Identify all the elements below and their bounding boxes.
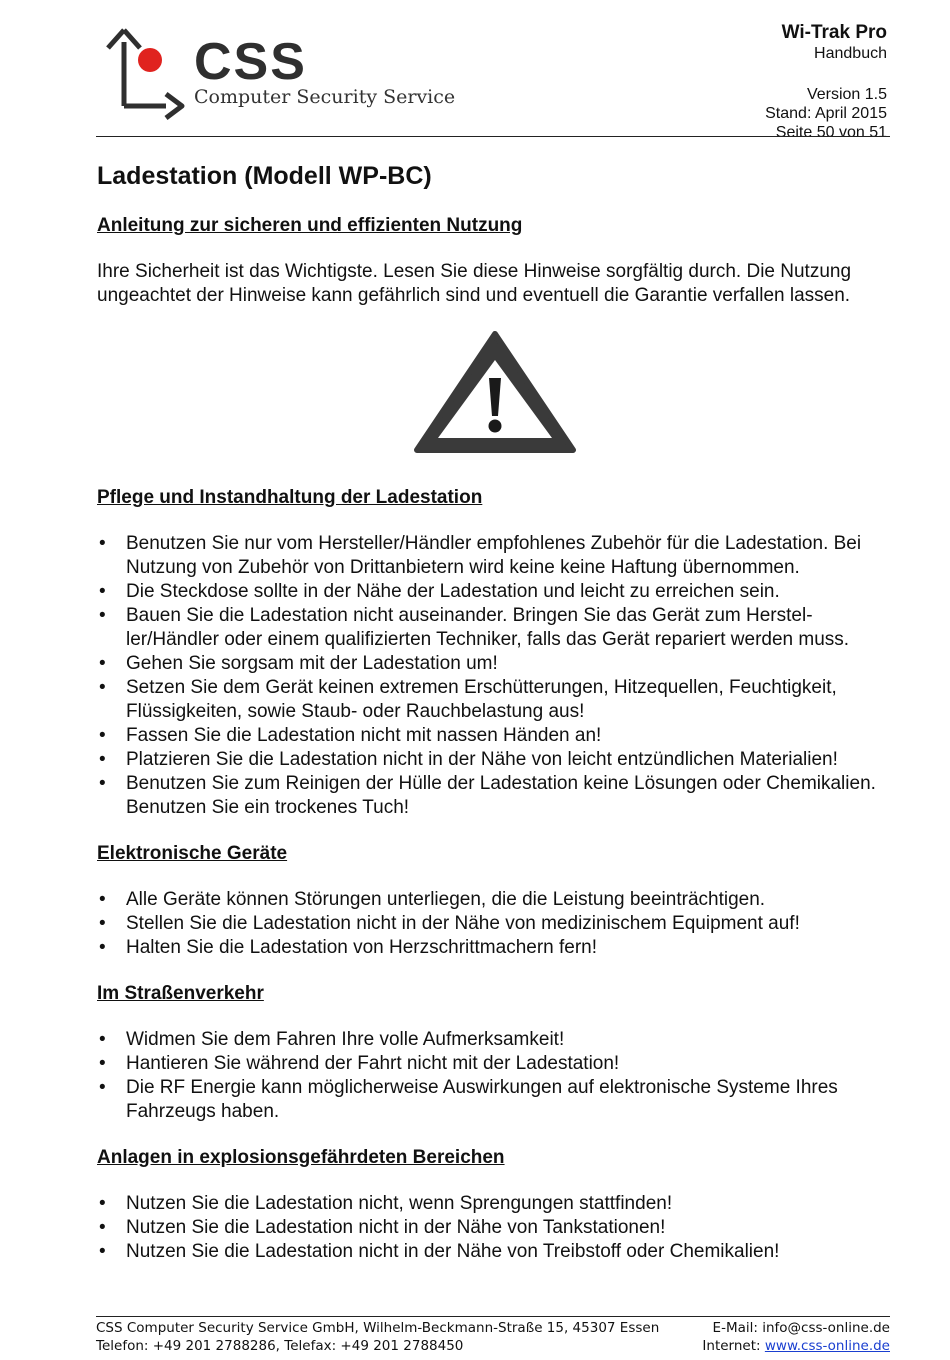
company-logo (96, 26, 456, 122)
header-divider (96, 136, 890, 137)
list-item: • Die Steckdose sollte in der Nähe der Ladestation und leicht zu erreichen sein. (97, 580, 892, 604)
list-item: • Hantieren Sie während der Fahrt nicht mit der Ladestation! (97, 1052, 892, 1076)
product-name: Wi-Trak Pro (781, 22, 887, 43)
list-item: • Widmen Sie dem Fahren Ihre volle Aufmerksamkeit! (97, 1028, 892, 1052)
list-item: • Bauen Sie die Ladestation nicht auseinander. Bringen Sie das Gerät zum Hersteller/Händler oder einem qualifizierten Techniker, falls das Gerät repariert werden muss. (97, 604, 892, 652)
list-item: • Benutzen Sie nur vom Hersteller/Händler empfohlenes Zubehör für die Ladestation. Bei Nutzung von Zubehör von Drittanbietern wird keine keine Haftung übernommen. (97, 532, 892, 580)
document-info (765, 22, 887, 142)
warning-triangle-icon (411, 328, 579, 456)
footer-company-address: CSS Computer Security Service GmbH, Wilhelm-Beckmann-Straße 15, 45307 Essen (96, 1320, 660, 1336)
list-item: • Nutzen Sie die Ladestation nicht, wenn Sprengungen stattfinden! (97, 1192, 892, 1216)
footer-internet (702, 1337, 890, 1355)
page-content (97, 160, 892, 1264)
list-item: • Halten Sie die Ladestation von Herzschrittmachern fern! (97, 936, 892, 960)
list-item: • Die RF Energie kann möglicherweise Auswirkungen auf elektronische Systeme Ihres Fahrzeugs haben. (97, 1076, 892, 1124)
bullet-list-elektronik (97, 888, 892, 960)
section-heading-strassenverkehr: Im Straßenverkehr (97, 983, 264, 1004)
footer-phone: Telefon: +49 201 2788286, Telefax: +49 201 2788450 (96, 1338, 464, 1354)
document-date: Stand: April 2015 (765, 105, 887, 122)
list-item: • Nutzen Sie die Ladestation nicht in der Nähe von Tankstationen! (97, 1216, 892, 1240)
list-item: • Gehen Sie sorgsam mit der Ladestation um! (97, 652, 892, 676)
list-item: • Alle Geräte können Störungen unterliegen, die die Leistung beeinträchtigen. (97, 888, 892, 912)
document-version: Version 1.5 (806, 86, 887, 103)
intro-text: Ihre Sicherheit ist das Wichtigste. Lesen Sie diese Hinweise sorgfältig durch. Die Nutzung ungeachtet der Hinweise kann gefährlich sind und eventuell die Garantie verfallen lassen. (97, 261, 852, 306)
bullet-list-pflege (97, 532, 892, 820)
footer-email: E-Mail: info@css-online.de (712, 1320, 890, 1336)
list-item: • Platzieren Sie die Ladestation nicht in der Nähe von leicht entzündlichen Materialien! (97, 748, 892, 772)
list-item: • Nutzen Sie die Ladestation nicht in der Nähe von Treibstoff oder Chemikalien! (97, 1240, 892, 1264)
list-item: • Benutzen Sie zum Reinigen der Hülle der Ladestation keine Lösungen oder Chemikalien. Benutzen Sie ein trockenes Tuch! (97, 772, 892, 820)
section-heading-explosion: Anlagen in explosionsgefährdeten Bereichen (97, 1147, 505, 1168)
intro-heading: Anleitung zur sicheren und effizienten Nutzung (97, 215, 523, 236)
footer-divider (96, 1316, 890, 1317)
logo-subtitle: Computer Security Service (194, 86, 456, 108)
list-item: • Fassen Sie die Ladestation nicht mit nassen Händen an! (97, 724, 892, 748)
section-heading-elektronik: Elektronische Geräte (97, 843, 288, 864)
footer-internet-label: Internet: (702, 1338, 765, 1354)
list-item: • Setzen Sie dem Gerät keinen extremen Erschütterungen, Hitzequellen, Feuchtigkeit, Flüssigkeiten, sowie Staub- oder Rauchbelastung aus! (97, 676, 892, 724)
bullet-list-explosion (97, 1192, 892, 1264)
logo-arrow-icon (96, 26, 192, 122)
page-footer (96, 1319, 890, 1355)
list-item: • Stellen Sie die Ladestation nicht in der Nähe von medizinischem Equipment auf! (97, 912, 892, 936)
document-type: Handbuch (814, 45, 887, 62)
page-title: Ladestation (Modell WP-BC) (97, 162, 432, 190)
bullet-list-strassenverkehr (97, 1028, 892, 1124)
logo-text: CSS (194, 33, 307, 91)
page-number: Seite 50 von 51 (775, 124, 887, 141)
footer-website-link[interactable]: www.css-online.de (764, 1338, 890, 1354)
section-heading-pflege: Pflege und Instandhaltung der Ladestation (97, 487, 483, 508)
